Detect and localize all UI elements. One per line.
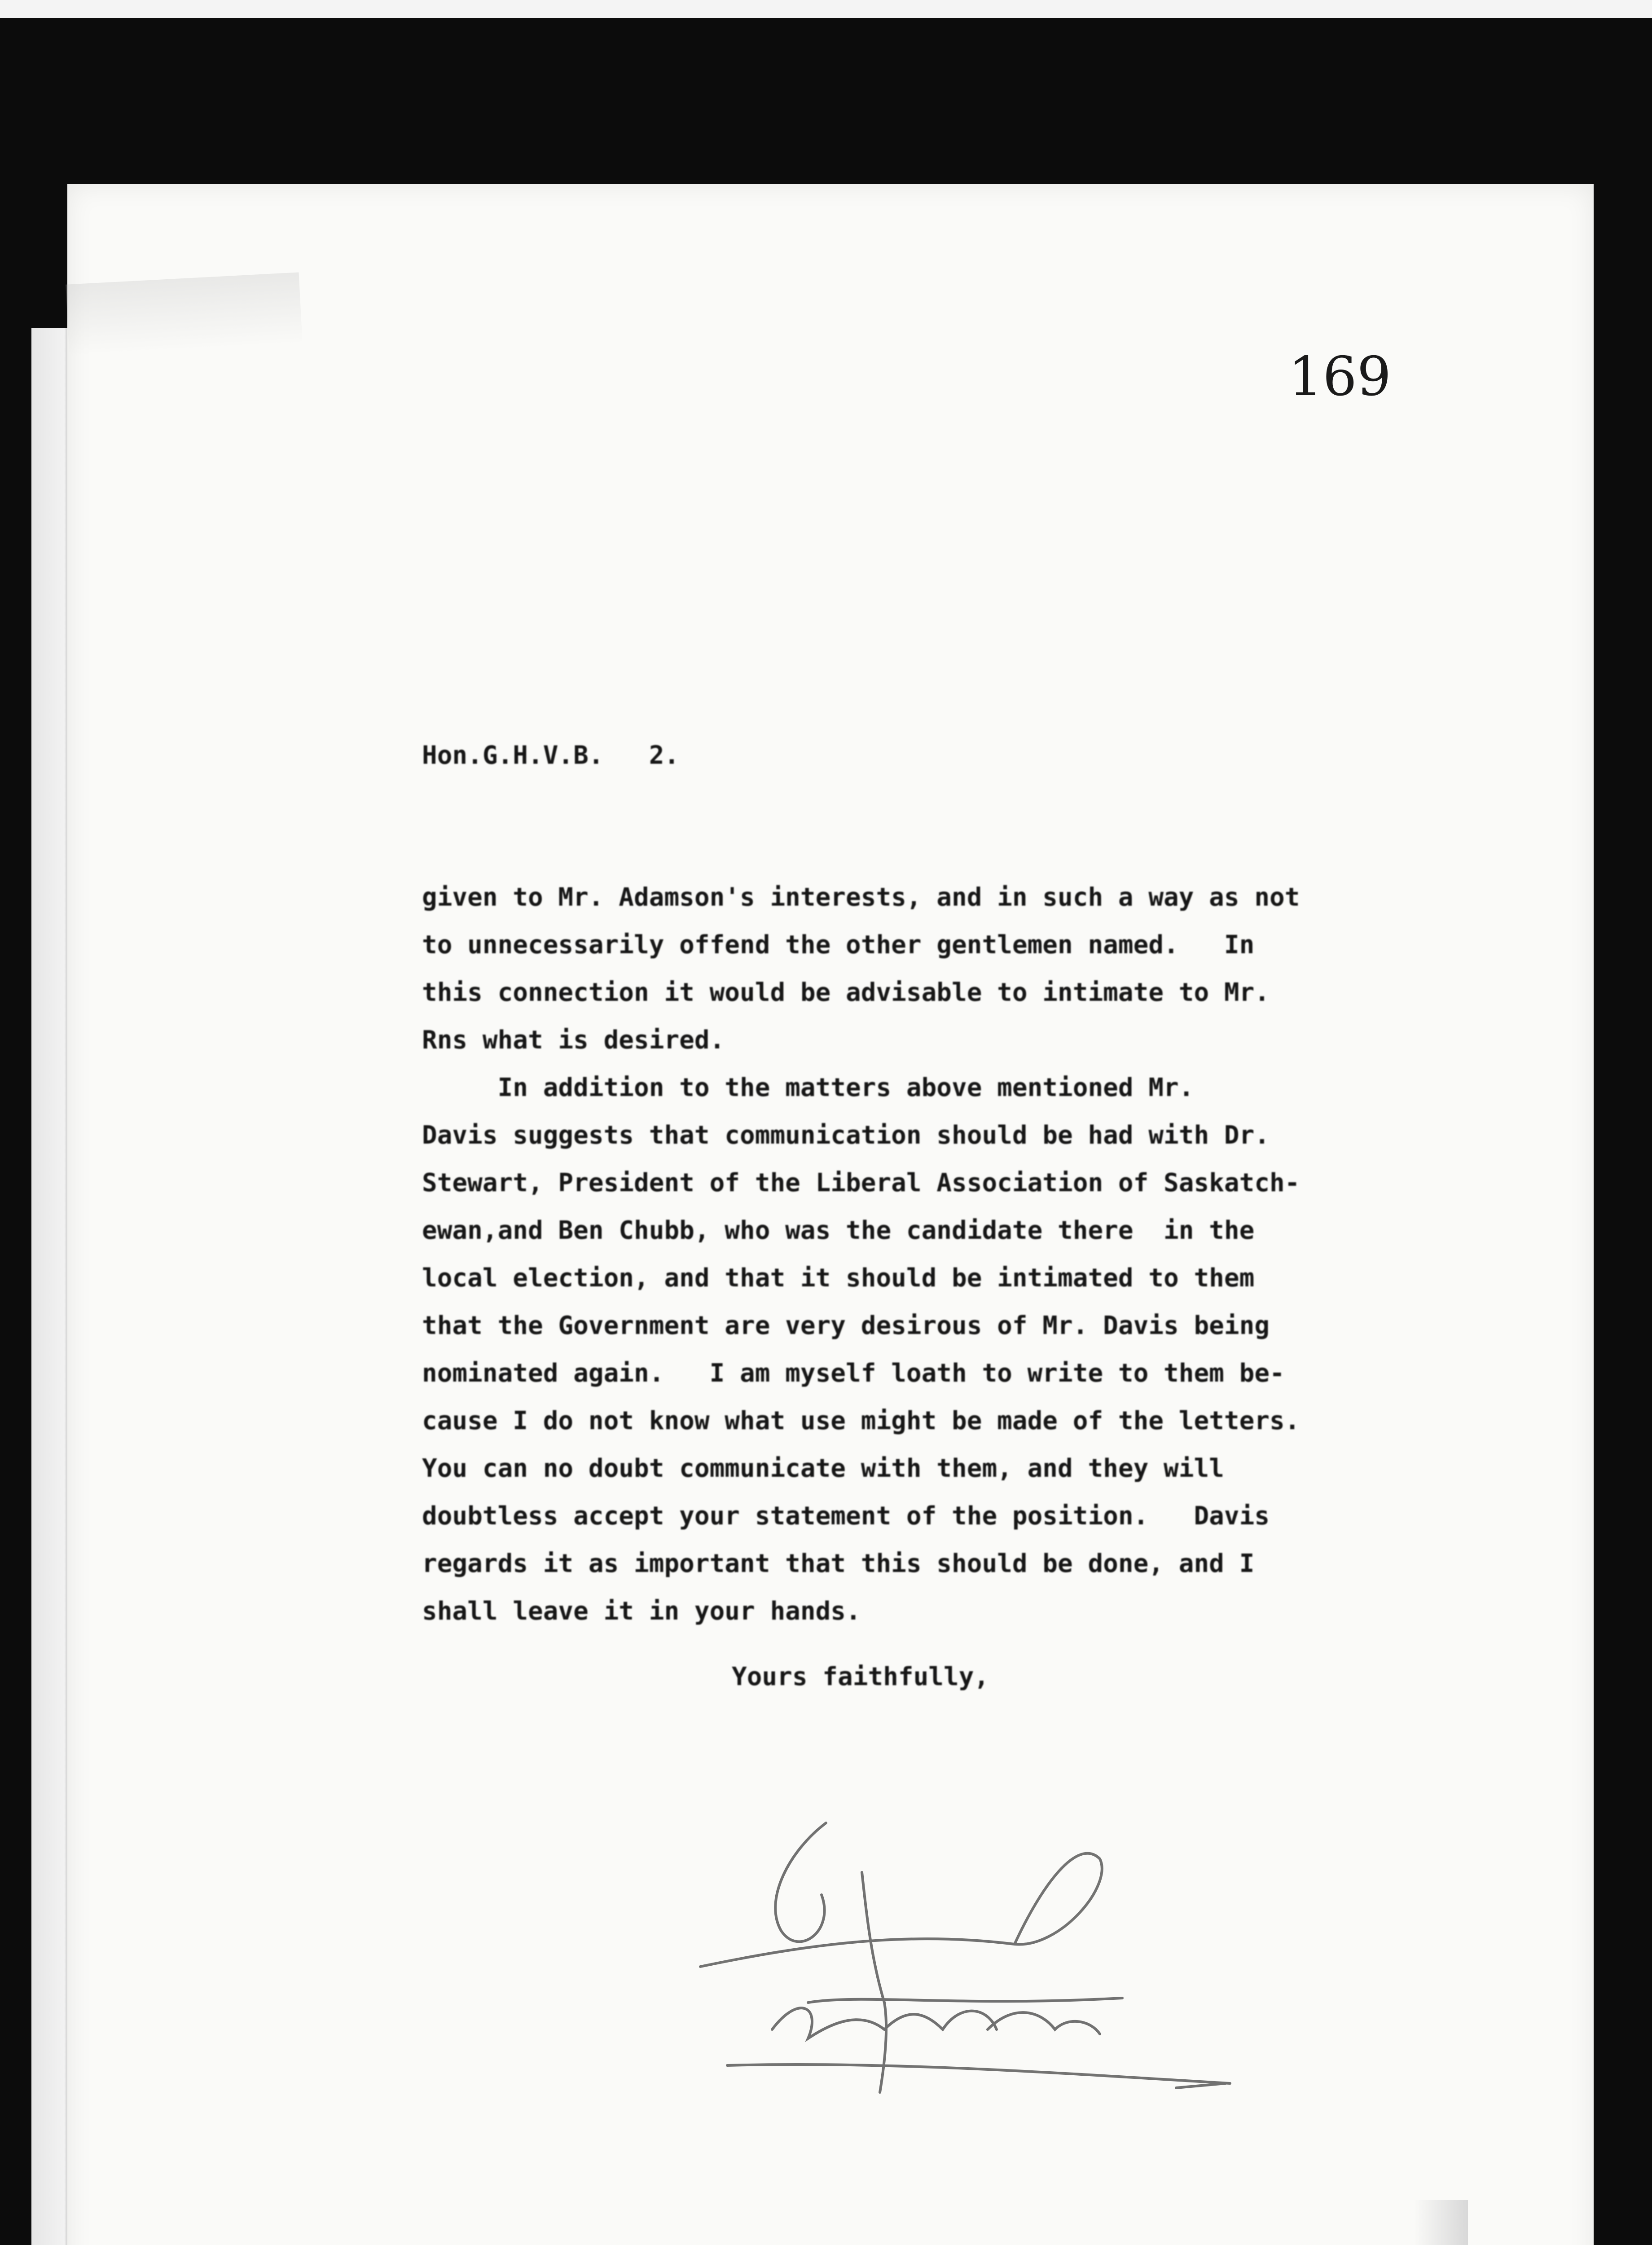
letter-line: that the Government are very desirous of Mr. Davis being [422,1311,1270,1340]
page-fold-shadow [66,273,303,357]
letter-header: Hon.G.H.V.B. 2. [422,741,680,770]
letter-line: regards it as important that this should be done, and I [422,1549,1255,1578]
letter-line: Stewart, President of the Liberal Association of Saskatch- [422,1168,1300,1197]
letter-line: nominated again. I am myself loath to write to them be- [422,1359,1285,1388]
page-edge-shadow [1414,2200,1468,2245]
letter-body [422,732,1401,1701]
letter-line: doubtless accept your statement of the position. Davis [422,1501,1270,1531]
letter-line: to unnecessarily offend the other gentlemen named. In [422,930,1255,960]
letter-line: this connection it would be advisable to intimate to Mr. [422,978,1270,1007]
handwritten-signature [673,1796,1257,2110]
letter-line: Davis suggests that communication should be had with Dr. [422,1121,1270,1150]
letter-line: local election, and that it should be intimated to them [422,1263,1255,1293]
letter-closing: Yours faithfully, [732,1662,989,1691]
letter-line: ewan,and Ben Chubb, who was the candidate there in the [422,1216,1255,1245]
letter-line: given to Mr. Adamson's interests, and in such a way as not [422,883,1300,912]
letter-line: In addition to the matters above mentioned Mr. [422,1073,1194,1102]
letter-line: cause I do not know what use might be made of the letters. [422,1406,1300,1435]
letter-line: Rns what is desired. [422,1026,725,1055]
letter-line: shall leave it in your hands. [422,1597,861,1626]
film-frame-top [0,0,1652,18]
letter-line: You can no doubt communicate with them, and they will [422,1454,1224,1483]
page-number: 169 [1288,346,1392,408]
